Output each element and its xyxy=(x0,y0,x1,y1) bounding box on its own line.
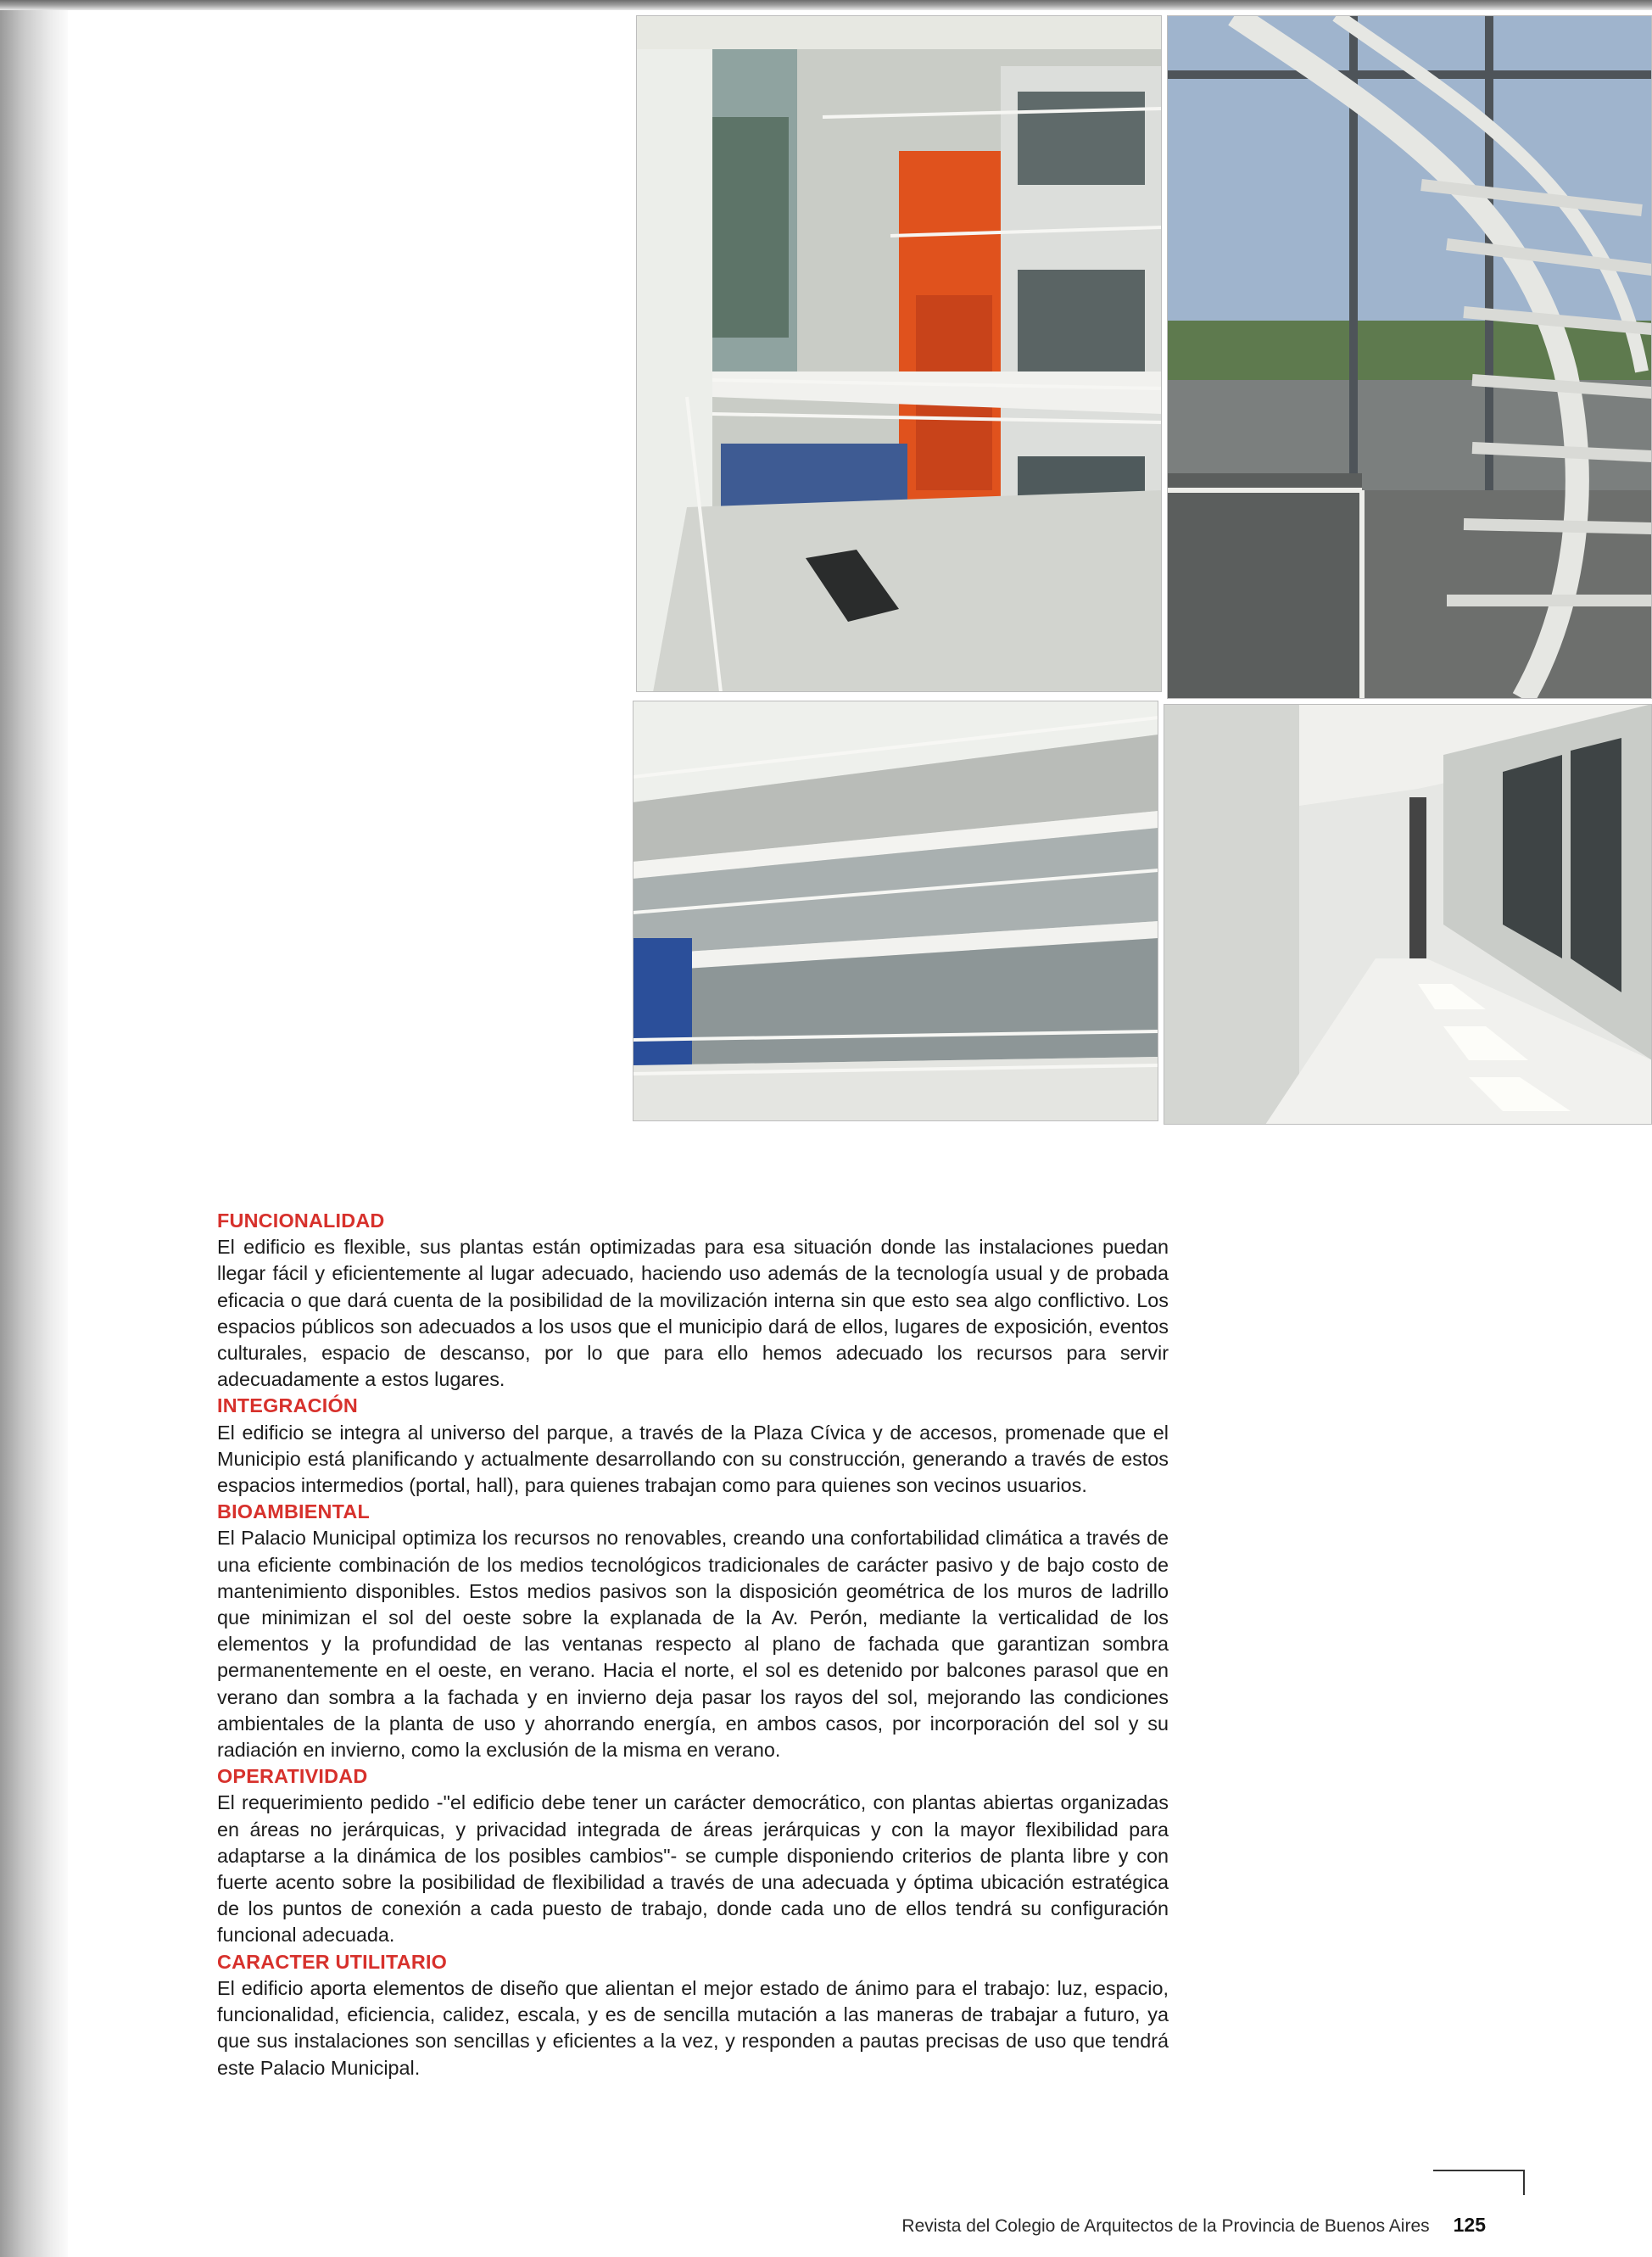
footer-rule xyxy=(1433,2170,1525,2195)
photo-sunlit-corridor xyxy=(1164,704,1652,1125)
photo-spiral-staircase xyxy=(1167,15,1652,699)
section-body-integracion: El edificio se integra al universo del parque, a través de la Plaza Cívica y de accesos, promenade que el Municipio está planificando y actualmente desarrollando con su construcción, generando a través de estos espacios intermedios (portal, hall), para quienes trabajan como para quienes son vecinos usuarios. xyxy=(217,1421,1169,1497)
section-heading-operatividad: OPERATIVIDAD xyxy=(217,1765,368,1788)
photo-atrium-interior xyxy=(636,15,1162,692)
section-heading-funcionalidad: FUNCIONALIDAD xyxy=(217,1210,385,1232)
section-heading-integracion: INTEGRACIÓN xyxy=(217,1394,358,1417)
section-body-operatividad: El requerimiento pedido -"el edificio debe tener un carácter democrático, con plantas abiertas organizadas en áreas no jerárquicas, y privacidad integrada de áreas jerárquicas y con la mayor flexibilidad para adaptarse a la dinámica de los posibles cambios"- se cumple disponiendo criterios de planta libre y con fuerte acento sobre la posibilidad de flexibilidad a través de una adecuada y óptima ubicación estratégica de los puntos de conexión a cada puesto de trabajo, donde cada uno de ellos tendrá su configuración funcional adecuada. xyxy=(217,1791,1169,1947)
page-spine-shadow xyxy=(0,0,68,2257)
section-heading-bioambiental: BIOAMBIENTAL xyxy=(217,1500,370,1523)
article-text xyxy=(217,1208,1169,2081)
section-heading-caracter-utilitario: CARACTER UTILITARIO xyxy=(217,1950,448,1973)
section-body-bioambiental: El Palacio Municipal optimiza los recursos no renovables, creando una confortabilidad climática a través de una eficiente combinación de los medios tecnológicos tradicionales de carácter pasivo y de bajo costo de mantenimiento disponibles. Estos medios pasivos son la disposición geométrica de los muros de ladrillo que minimizan el sol del oeste sobre la explanada de la Av. Perón, mediante la verticalidad de los elementos y la profundidad de las ventanas respecto al plano de fachada que garantizan sombra permanentemente en el oeste, en verano. Hacia el norte, el sol es detenido por balcones parasol que en verano dan sombra a la fachada y en invierno deja pasar los rayos del sol, mejorando las condiciones ambientales de la planta de uso y ahorrando energía, en ambos casos, por incorporación del sol y su radiación en invierno, como la exclusión de la misma en verano. xyxy=(217,1527,1169,1762)
page-number: 125 xyxy=(1453,2214,1486,2236)
section-body-funcionalidad: El edificio es flexible, sus plantas están optimizadas para esa situación donde las instalaciones puedan llegar fácil y eficientemente al lugar adecuado, haciendo uso además de la tecnología usual y de probada eficacia o que dará cuenta de la posibilidad de la movilización interna sin que esto sea algo conflictivo. Los espacios públicos son adecuados a los usos que el municipio dará de ellos, lugares de exposición, eventos culturales, espacio de descanso, por lo que para ello hemos adecuado los recursos para servir adecuadamente a estos lugares. xyxy=(217,1236,1169,1391)
page-top-edge xyxy=(0,0,1652,10)
photo-interior-facade xyxy=(633,701,1158,1121)
section-body-caracter-utilitario: El edificio aporta elementos de diseño que alientan el mejor estado de ánimo para el trabajo: luz, espacio, funcionalidad, eficiencia, calidez, escala, y es de sencilla mutación a las maneras de trabajar a futuro, ya que sus instalaciones son sencillas y eficientes a la vez, y responden a pautas precisas de uso que tendrá este Palacio Municipal. xyxy=(217,1976,1169,2079)
footer-publication: Revista del Colegio de Arquitectos de la Provincia de Buenos Aires xyxy=(901,2216,1430,2236)
page-footer xyxy=(901,2214,1486,2237)
